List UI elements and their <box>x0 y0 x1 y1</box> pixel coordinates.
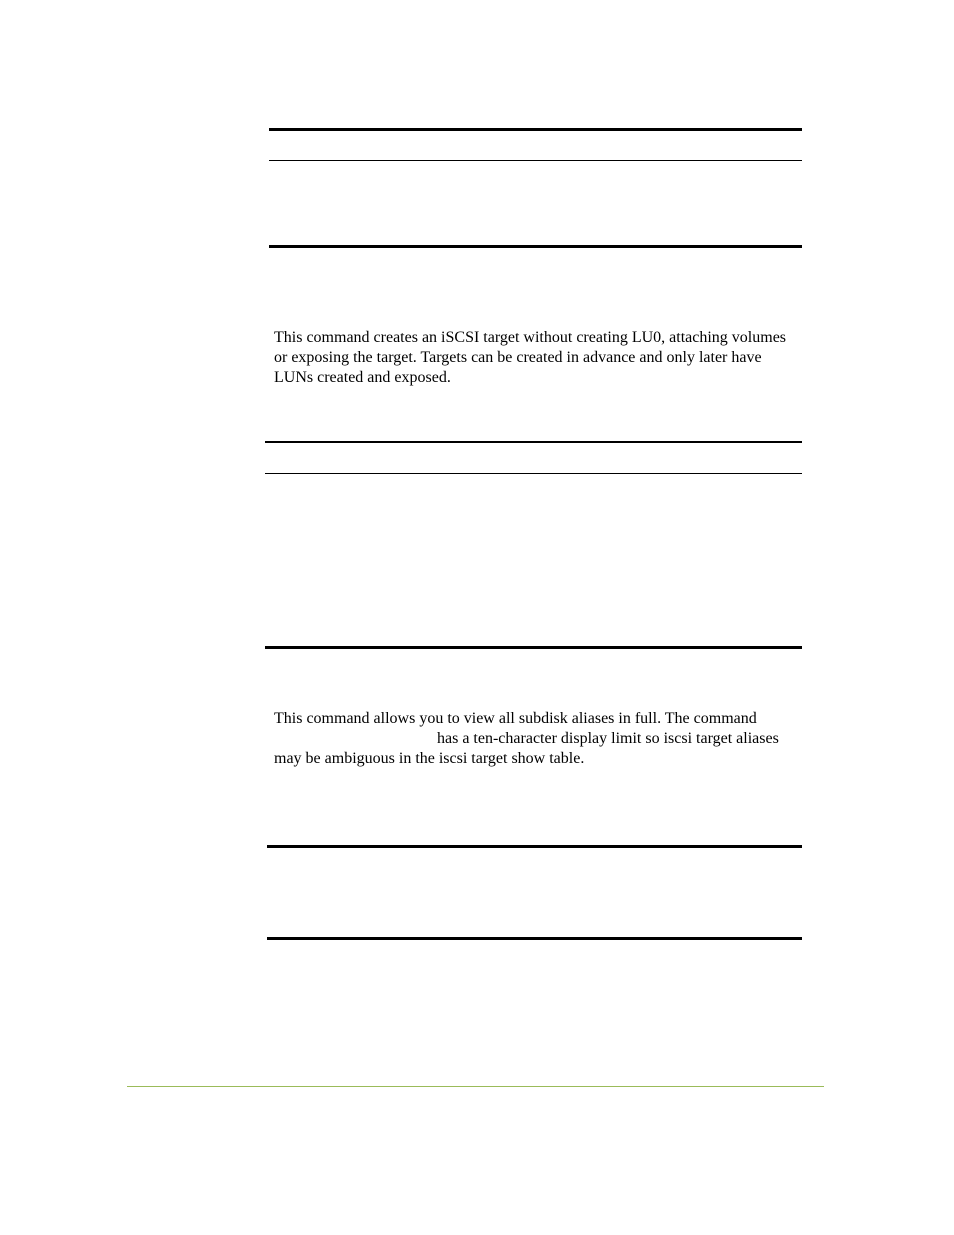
table3-bottom-rule <box>267 937 802 940</box>
paragraph-line: This command allows you to view all subdisk aliases in full. The command <box>274 710 757 727</box>
paragraph-line: has a ten-character display limit so iscsi target aliases <box>437 730 779 747</box>
table1-bottom-rule <box>269 245 802 248</box>
table2-header-rule <box>265 473 802 474</box>
table2-top-rule <box>265 441 802 443</box>
description-paragraph-1 <box>274 328 834 388</box>
paragraph-line: may be ambiguous in the iscsi target show table. <box>274 750 585 767</box>
paragraph-line: LUNs created and exposed. <box>274 369 451 386</box>
footer-rule <box>127 1086 824 1087</box>
table1-top-rule <box>269 128 802 131</box>
description-paragraph-2 <box>274 709 834 769</box>
table3-top-rule <box>267 845 802 848</box>
table2-bottom-rule <box>265 646 802 649</box>
table1-header-rule <box>269 160 802 161</box>
paragraph-line: This command creates an iSCSI target without creating LU0, attaching volumes <box>274 329 787 346</box>
paragraph-line: or exposing the target. Targets can be created in advance and only later have <box>274 349 762 366</box>
